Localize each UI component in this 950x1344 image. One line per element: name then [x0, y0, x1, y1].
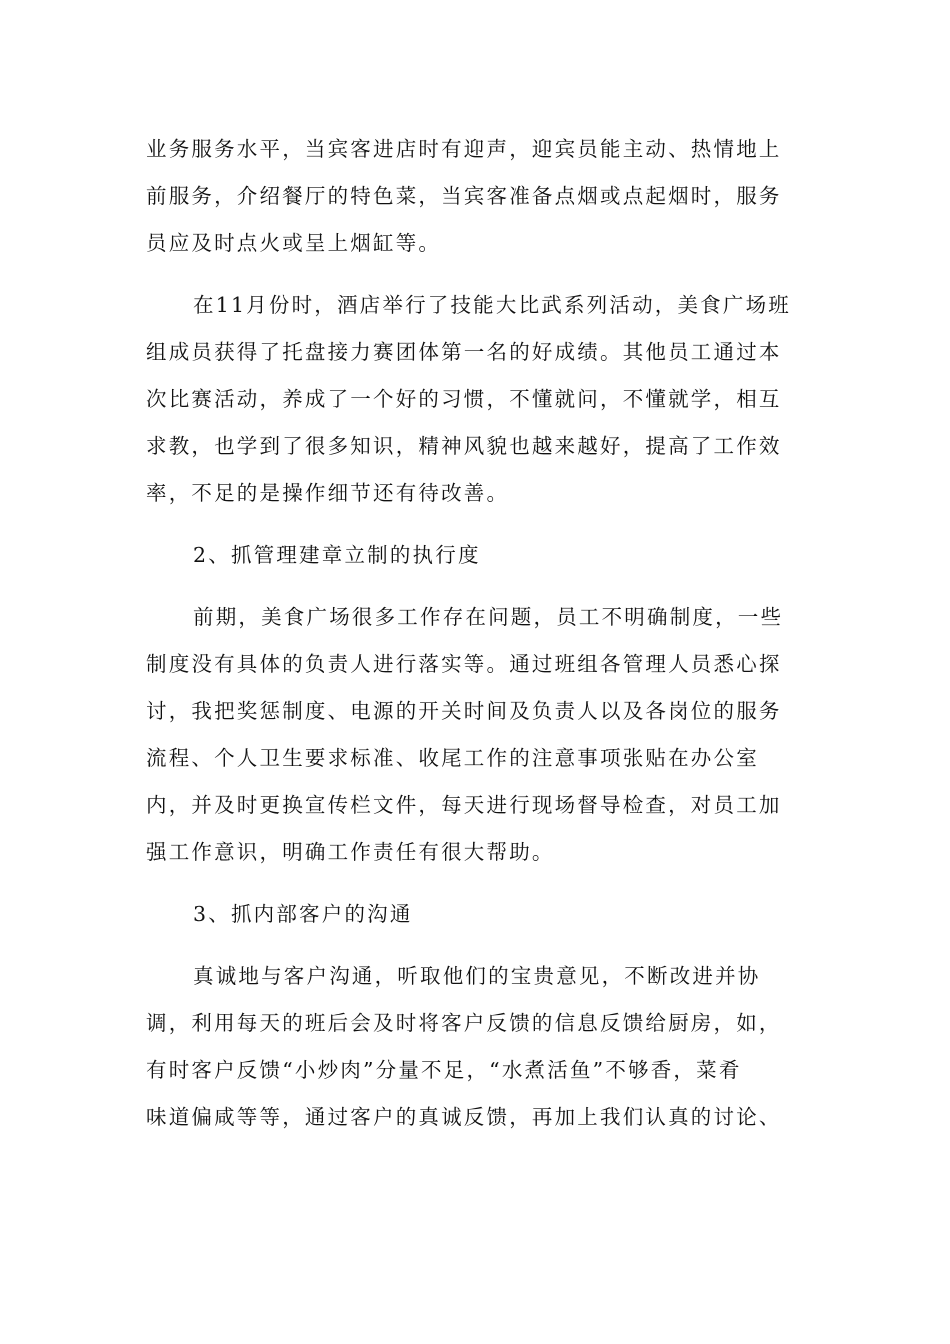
text-line: 率，不足的是操作细节还有待改善。: [146, 481, 510, 505]
text-line: 在11月份时，酒店举行了技能大比武系列活动，美食广场班: [193, 293, 791, 317]
paragraph-gap: [146, 938, 804, 953]
text-line: 次比赛活动，养成了一个好的习惯，不懂就问，不懂就学，相互: [146, 387, 782, 411]
section-heading: [146, 532, 804, 579]
paragraph: [146, 282, 804, 517]
paragraph: [146, 953, 804, 1141]
paragraph-gap: [146, 579, 804, 594]
paragraph-gap: [146, 876, 804, 891]
text-line: 流程、个人卫生要求标准、收尾工作的注意事项张贴在办公室: [146, 746, 759, 770]
text-line: 强工作意识，明确工作责任有很大帮助。: [146, 840, 555, 864]
heading-line: 3、抓内部客户的沟通: [193, 902, 413, 926]
text-line: 内，并及时更换宣传栏文件，每天进行现场督导检查，对员工加: [146, 793, 782, 817]
text-line: 制度没有具体的负责人进行落实等。通过班组各管理人员悉心探: [146, 652, 782, 676]
text-line: 前服务，介绍餐厅的特色菜，当宾客准备点烟或点起烟时，服务: [146, 184, 782, 208]
paragraph: [146, 594, 804, 876]
text-line: 有时客户反馈“小炒肉”分量不足，“水煮活鱼”不够香，菜肴: [146, 1058, 742, 1082]
paragraph-gap: [146, 517, 804, 532]
document-body: [146, 126, 804, 1141]
text-line: 味道偏咸等等，通过客户的真诚反馈，再加上我们认真的讨论、: [146, 1105, 782, 1129]
text-line: 业务服务水平，当宾客进店时有迎声，迎宾员能主动、热情地上: [146, 137, 782, 161]
paragraph: [146, 126, 804, 267]
text-line: 讨，我把奖惩制度、电源的开关时间及负责人以及各岗位的服务: [146, 699, 782, 723]
text-line: 员应及时点火或呈上烟缸等。: [146, 231, 442, 255]
paragraph-gap: [146, 267, 804, 282]
heading-line: 2、抓管理建章立制的执行度: [193, 543, 481, 567]
text-line: 组成员获得了托盘接力赛团体第一名的好成绩。其他员工通过本: [146, 340, 782, 364]
text-line: 求教，也学到了很多知识，精神风貌也越来越好，提高了工作效: [146, 434, 782, 458]
text-line: 真诚地与客户沟通，听取他们的宝贵意见，不断改进并协: [193, 964, 761, 988]
text-line: 前期，美食广场很多工作存在问题，员工不明确制度，一些: [193, 605, 784, 629]
section-heading: [146, 891, 804, 938]
text-line: 调，利用每天的班后会及时将客户反馈的信息反馈给厨房，如，: [146, 1011, 782, 1035]
